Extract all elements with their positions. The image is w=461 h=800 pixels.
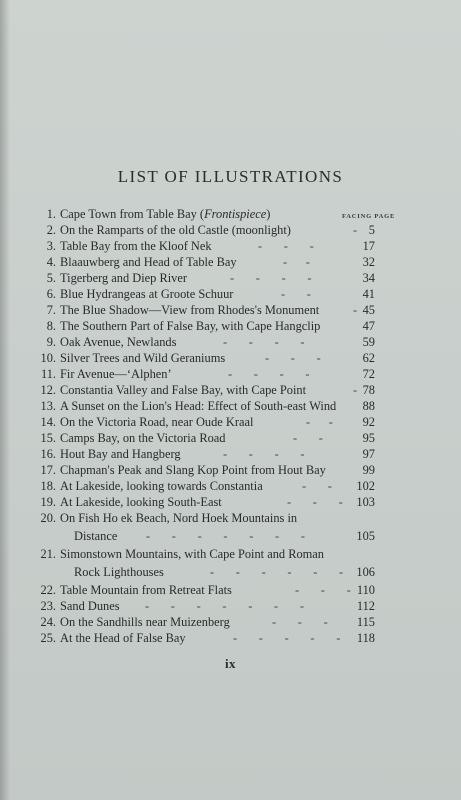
item-number: 23. (40, 599, 56, 613)
item-title (60, 630, 186, 646)
leader-dashes: - - - (287, 495, 343, 509)
item-title-text: Table Mountain from Retreat Flats (60, 583, 232, 597)
list-item (0, 206, 461, 222)
item-title (74, 564, 164, 580)
leader-dashes: - - - - - - (210, 565, 344, 579)
item-title-text: Fir Avenue—‘Alphen’ (60, 367, 172, 381)
facing-page-number: 32 (362, 255, 375, 269)
list-item (0, 398, 461, 414)
item-title (60, 334, 176, 350)
item-number: 19. (40, 495, 56, 509)
item-title-text: Oak Avenue, Newlands (60, 335, 177, 349)
item-title (60, 382, 306, 398)
facing-page-number: 62 (362, 351, 375, 365)
item-title-text: Camps Bay, on the Victoria Road (60, 431, 226, 445)
item-title-text: The Southern Part of False Bay, with Cape Hangclip (60, 319, 321, 333)
item-title-text: On the Victoria Road, near Oude Kraal (60, 415, 254, 429)
item-title-text: Chapman's Peak and Slang Kop Point from Hout Bay (60, 463, 326, 477)
page-title: LIST OF ILLUSTRATIONS (117, 167, 344, 186)
leader-dashes: - - - (272, 615, 328, 629)
list-item (0, 614, 461, 630)
facing-page-number: 34 (362, 271, 375, 285)
facing-page-number: 45 (362, 303, 375, 317)
facing-page-number: 59 (362, 335, 375, 349)
item-title-text: On the Ramparts of the old Castle (moonlight) (60, 223, 291, 237)
item-number: 10. (40, 351, 56, 365)
list-item (0, 318, 461, 334)
list-item (0, 478, 461, 494)
facing-page-number: 17 (362, 239, 375, 253)
item-number: 25. (40, 631, 56, 645)
facing-page-number: 105 (356, 529, 375, 543)
item-title (60, 462, 326, 478)
page-folio: ix (224, 656, 237, 671)
item-title-text: At Lakeside, looking South-East (60, 495, 222, 509)
item-number: 24. (40, 615, 56, 629)
item-title-text: On the Sandhills near Muizenberg (60, 615, 230, 629)
item-title (60, 510, 297, 526)
item-title-text: Sand Dunes (60, 599, 120, 613)
list-item (0, 446, 461, 462)
item-number: 21. (40, 547, 56, 561)
facing-page-number: 99 (362, 463, 375, 477)
item-number: 1. (46, 207, 56, 221)
item-title (60, 430, 225, 446)
list-item (0, 582, 461, 598)
leader-dashes: - - (281, 287, 311, 301)
list-item (0, 238, 461, 254)
item-number: 5. (46, 271, 56, 285)
item-title-text: Table Bay from the Kloof Nek (60, 239, 212, 253)
leader-dashes: - - (293, 431, 323, 445)
item-title (60, 302, 319, 318)
item-number: 4. (46, 255, 56, 269)
item-title-text: A Sunset on the Lion's Head: Effect of South-east Wind (60, 399, 337, 413)
leader-dashes: - - (306, 415, 333, 429)
item-title (60, 286, 233, 302)
list-item (0, 528, 461, 544)
item-number: 6. (46, 287, 56, 301)
item-number: 13. (40, 399, 56, 413)
facing-page-number: 41 (362, 287, 375, 301)
leader-dashes: - - - (265, 351, 321, 365)
leader-dashes: - - - (295, 583, 351, 597)
item-title (60, 238, 212, 254)
list-item (0, 286, 461, 302)
item-title-text: On Fish Ho ek Beach, Nord Hoek Mountains in (60, 511, 298, 525)
list-item (0, 630, 461, 646)
item-title-text: At the Head of False Bay (60, 631, 186, 645)
list-item (0, 462, 461, 478)
facing-page-number: 112 (356, 599, 375, 613)
list-item (0, 302, 461, 318)
item-title (74, 528, 117, 544)
item-number: 3. (46, 239, 56, 253)
item-title (60, 206, 270, 222)
leader-dashes: - - - - (228, 367, 310, 381)
item-title-text: Tigerberg and Diep River (60, 271, 187, 285)
item-title-text: Blue Hydrangeas at Groote Schuur (60, 287, 234, 301)
leader-dashes: - - - - (223, 335, 305, 349)
facing-page-number: 95 (362, 431, 375, 445)
leader-dashes: - - - - - (233, 631, 341, 645)
item-title-italic: Frontispiece (204, 207, 267, 221)
item-number: 15. (40, 431, 56, 445)
item-number: 20. (40, 511, 56, 525)
list-item (0, 222, 461, 238)
facing-page-number: 103 (356, 495, 375, 509)
leader-dashes: - - - - (223, 447, 305, 461)
item-number: 9. (46, 335, 56, 349)
leader-dashes: - - - - (230, 271, 312, 285)
item-title (60, 350, 225, 366)
leader-dashes: - - - - - - - (145, 599, 304, 613)
item-title-text: Hout Bay and Hangberg (60, 447, 181, 461)
list-item (0, 254, 461, 270)
list-item (0, 334, 461, 350)
leader-dashes: - (353, 303, 358, 317)
item-number: 7. (46, 303, 56, 317)
leader-dashes: - - (302, 479, 332, 493)
facing-page-number: 5 (368, 223, 375, 237)
facing-page-number: 92 (362, 415, 375, 429)
list-item (0, 430, 461, 446)
facing-page-number: 115 (356, 615, 375, 629)
facing-page-label: FACING PAGE (342, 213, 396, 220)
item-title-text: Cape Town from Table Bay ( (60, 207, 205, 221)
facing-page-number: 97 (362, 447, 375, 461)
item-title (60, 614, 230, 630)
item-title-text: The Blue Shadow—View from Rhodes's Monument (60, 303, 320, 317)
item-title (60, 222, 291, 238)
item-title (60, 366, 172, 382)
item-title (60, 446, 181, 462)
item-number: 2. (46, 223, 56, 237)
item-title (60, 398, 336, 414)
list-item (0, 382, 461, 398)
item-number: 22. (40, 583, 56, 597)
item-number: 18. (40, 479, 56, 493)
list-item (0, 494, 461, 510)
item-title (60, 598, 120, 614)
list-item (0, 564, 461, 580)
leader-dashes: - - (283, 255, 310, 269)
leader-dashes: - (353, 223, 358, 237)
item-title-text: Distance (74, 529, 118, 543)
item-title (60, 254, 237, 270)
item-title-text: Rock Lighthouses (74, 565, 164, 579)
facing-page-number: 72 (362, 367, 375, 381)
item-title (60, 546, 324, 562)
facing-page-number: 47 (362, 319, 375, 333)
list-item (0, 350, 461, 366)
list-item (0, 366, 461, 382)
item-number: 14. (40, 415, 56, 429)
facing-page-number: 78 (362, 383, 375, 397)
item-title-after: ) (266, 207, 271, 221)
facing-page-number: 118 (356, 631, 375, 645)
leader-dashes: - (353, 383, 358, 397)
list-item (0, 270, 461, 286)
item-title-text: Blaauwberg and Head of Table Bay (60, 255, 237, 269)
item-title-text: Silver Trees and Wild Geraniums (60, 351, 226, 365)
list-item (0, 510, 461, 526)
facing-page-number: 88 (362, 399, 375, 413)
item-title (60, 478, 263, 494)
facing-page-number: 110 (356, 583, 375, 597)
list-item (0, 414, 461, 430)
item-title (60, 494, 222, 510)
item-title (60, 582, 232, 598)
item-title (60, 270, 187, 286)
item-number: 8. (46, 319, 56, 333)
leader-dashes: - - - - - - - (146, 529, 305, 543)
item-number: 16. (40, 447, 56, 461)
item-number: 11. (40, 367, 56, 381)
leader-dashes: - - - (258, 239, 314, 253)
item-number: 17. (40, 463, 56, 477)
list-item (0, 598, 461, 614)
list-item (0, 546, 461, 562)
item-title (60, 318, 320, 334)
item-number: 12. (40, 383, 56, 397)
item-title-text: Simonstown Mountains, with Cape Point and Roman (60, 547, 324, 561)
item-title-text: Constantia Valley and False Bay, with Cape Point (60, 383, 307, 397)
facing-page-number: 106 (356, 565, 375, 579)
facing-page-number: 102 (356, 479, 375, 493)
item-title-text: At Lakeside, looking towards Constantia (60, 479, 263, 493)
item-title (60, 414, 253, 430)
